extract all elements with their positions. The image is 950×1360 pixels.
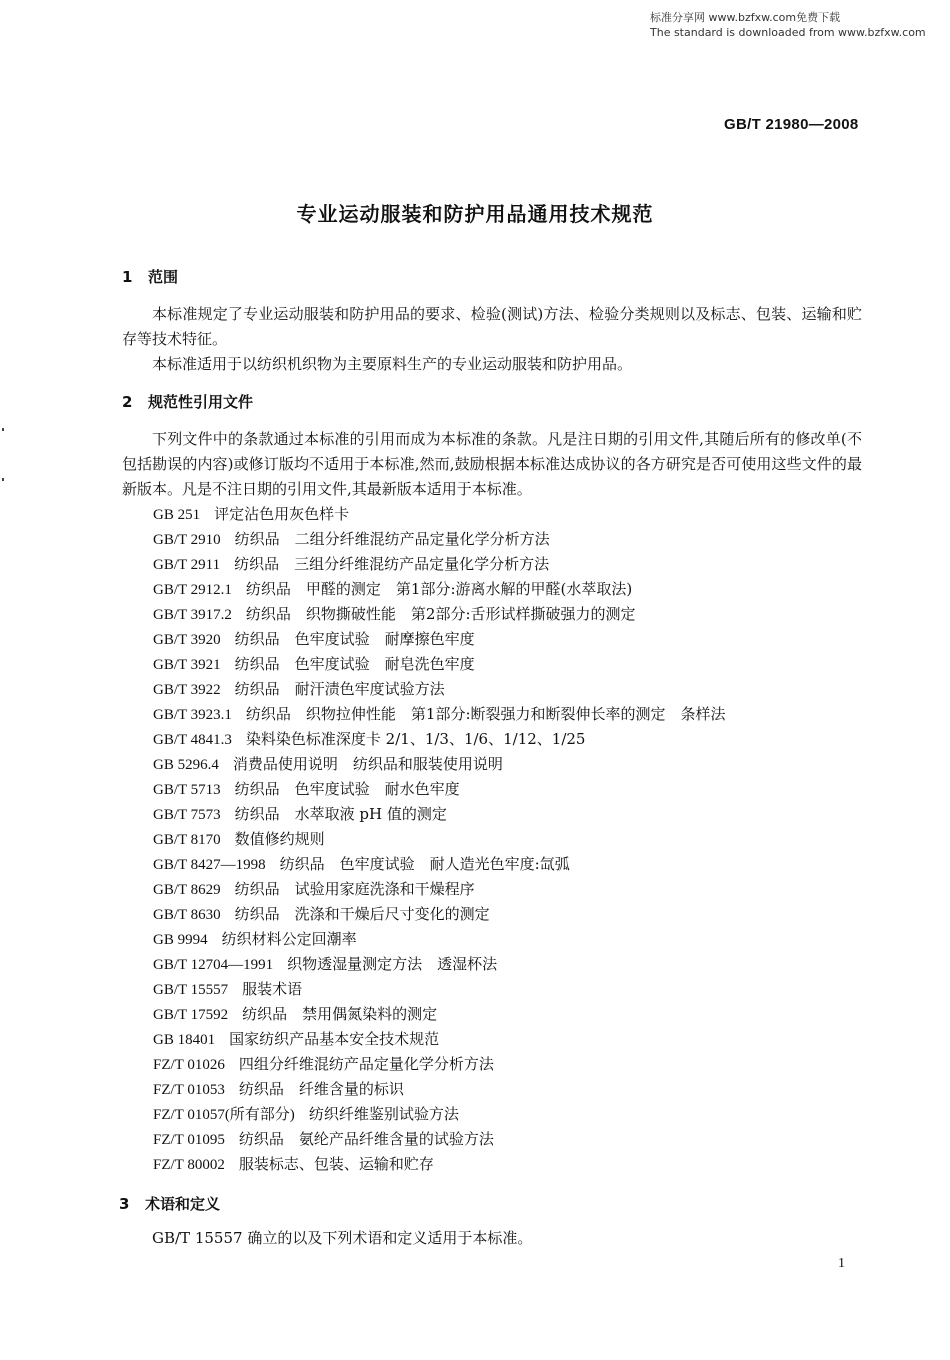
section-title: 规范性引用文件 <box>148 393 254 411</box>
reference-item <box>153 802 726 827</box>
section-1-paragraph-2: 本标准适用于以纺织机织物为主要原料生产的专业运动服装和防护用品。 <box>152 355 633 373</box>
reference-item <box>153 752 726 777</box>
watermark <box>650 10 926 40</box>
reference-item <box>153 627 726 652</box>
reference-code: GB/T 17592 <box>153 1007 229 1023</box>
reference-title: 纺织品 织物拉伸性能 第1部分:断裂强力和断裂伸长率的测定 条样法 <box>245 705 726 723</box>
reference-code: GB/T 3917.2 <box>153 607 232 623</box>
scan-speck <box>2 428 4 431</box>
reference-code: GB/T 4841.3 <box>153 732 232 748</box>
reference-item <box>153 1102 726 1127</box>
reference-title: 评定沾色用灰色样卡 <box>214 505 350 523</box>
reference-title: 服装标志、包装、运输和贮存 <box>238 1155 434 1173</box>
page-number: 1 <box>838 1256 845 1271</box>
reference-title: 消费品使用说明 纺织品和服装使用说明 <box>232 755 503 773</box>
reference-title: 纺织品 色牢度试验 耐摩擦色牢度 <box>234 630 475 648</box>
reference-title: 纺织品 氨纶产品纤维含量的试验方法 <box>238 1130 494 1148</box>
section-3-heading <box>119 1193 220 1214</box>
reference-code: GB/T 8630 <box>153 907 221 923</box>
reference-item <box>153 1027 726 1052</box>
reference-item <box>153 677 726 702</box>
reference-title: 纺织品 纤维含量的标识 <box>238 1080 404 1098</box>
section-2-heading <box>122 391 253 412</box>
reference-item <box>153 952 726 977</box>
reference-code: FZ/T 01095 <box>153 1132 225 1148</box>
reference-item <box>153 652 726 677</box>
reference-code: GB/T 3922 <box>153 682 221 698</box>
reference-code: GB/T 8170 <box>153 832 221 848</box>
reference-title: 纺织品 禁用偶氮染料的测定 <box>242 1005 438 1023</box>
reference-code: GB/T 8629 <box>153 882 221 898</box>
reference-title: 纺织品 水萃取液 pH 值的测定 <box>234 805 447 823</box>
reference-code: GB/T 8427—1998 <box>153 857 266 873</box>
section-number: 2 <box>122 393 133 411</box>
reference-title: 数值修约规则 <box>234 830 325 848</box>
reference-title: 纺织材料公定回潮率 <box>221 930 357 948</box>
reference-code: GB/T 5713 <box>153 782 221 798</box>
reference-code: GB/T 12704—1991 <box>153 957 274 973</box>
document-title: 专业运动服装和防护用品通用技术规范 <box>296 202 654 226</box>
reference-item <box>153 827 726 852</box>
reference-title: 纺织品 织物撕破性能 第2部分:舌形试样撕破强力的测定 <box>245 605 636 623</box>
reference-title: 国家纺织产品基本安全技术规范 <box>229 1030 440 1048</box>
reference-title: 纺织品 甲醛的测定 第1部分:游离水解的甲醛(水萃取法) <box>245 580 633 598</box>
section-1-heading <box>122 266 178 287</box>
reference-code: GB 18401 <box>153 1032 216 1048</box>
reference-item <box>153 552 726 577</box>
reference-item <box>153 927 726 952</box>
reference-item <box>153 902 726 927</box>
standard-code: GB/T 21980—2008 <box>724 116 859 133</box>
reference-code: GB 251 <box>153 507 201 523</box>
reference-item <box>153 1152 726 1177</box>
reference-item <box>153 877 726 902</box>
reference-title: 纺织品 耐汗渍色牢度试验方法 <box>234 680 445 698</box>
reference-item <box>153 702 726 727</box>
reference-title: 服装术语 <box>242 980 303 998</box>
reference-code: GB/T 15557 <box>153 982 229 998</box>
reference-code: GB/T 3923.1 <box>153 707 232 723</box>
reference-item <box>153 1127 726 1152</box>
reference-code: GB/T 7573 <box>153 807 221 823</box>
reference-item <box>153 502 726 527</box>
reference-title: 纺织品 试验用家庭洗涤和干燥程序 <box>234 880 475 898</box>
section-title: 范围 <box>148 268 179 286</box>
reference-title: 纺织品 洗涤和干燥后尺寸变化的测定 <box>234 905 490 923</box>
watermark-line-cn: 标准分享网 www.bzfxw.com免费下载 <box>650 11 841 24</box>
reference-item <box>153 577 726 602</box>
normative-references-list <box>153 502 726 1177</box>
reference-code: GB/T 2911 <box>153 557 221 573</box>
reference-code: GB 5296.4 <box>153 757 219 773</box>
reference-title: 织物透湿量测定方法 透湿杯法 <box>287 955 498 973</box>
reference-title: 染料染色标准深度卡 2/1、1/3、1/6、1/12、1/25 <box>245 730 586 748</box>
reference-item <box>153 602 726 627</box>
reference-code: GB 9994 <box>153 932 208 948</box>
reference-code: FZ/T 01053 <box>153 1082 225 1098</box>
section-2-paragraph-1: 下列文件中的条款通过本标准的引用而成为本标准的条款。凡是注日期的引用文件,其随后所有的修改单(不包括勘误的内容)或修订版均不适用于本标准,然而,鼓励根据本标准达成协议的各方研究是否可使用这些文件的最新版本。凡是不注日期的引用文件,其最新版本适用于本标准。 <box>122 430 862 498</box>
reference-item <box>153 777 726 802</box>
reference-item <box>153 527 726 552</box>
reference-title: 纺织品 色牢度试验 耐人造光色牢度:氙弧 <box>279 855 570 873</box>
reference-code: FZ/T 80002 <box>153 1157 225 1173</box>
section-title: 术语和定义 <box>145 1195 221 1213</box>
section-number: 1 <box>122 268 133 286</box>
reference-item <box>153 852 726 877</box>
reference-item <box>153 727 726 752</box>
reference-title: 纺织品 二组分纤维混纺产品定量化学分析方法 <box>234 530 550 548</box>
reference-title: 四组分纤维混纺产品定量化学分析方法 <box>238 1055 494 1073</box>
section-number: 3 <box>119 1195 130 1213</box>
reference-item <box>153 977 726 1002</box>
reference-code: GB/T 3921 <box>153 657 221 673</box>
reference-code: GB/T 2910 <box>153 532 221 548</box>
reference-title: 纺织品 三组分纤维混纺产品定量化学分析方法 <box>234 555 550 573</box>
reference-code: GB/T 3920 <box>153 632 221 648</box>
reference-item <box>153 1052 726 1077</box>
reference-title: 纺织品 色牢度试验 耐皂洗色牢度 <box>234 655 475 673</box>
reference-code: FZ/T 01026 <box>153 1057 225 1073</box>
reference-title: 纺织纤维鉴别试验方法 <box>308 1105 459 1123</box>
section-3-paragraph-1: GB/T 15557 确立的以及下列术语和定义适用于本标准。 <box>152 1229 533 1247</box>
section-1-paragraph-1: 本标准规定了专业运动服装和防护用品的要求、检验(测试)方法、检验分类规则以及标志、包装、运输和贮存等技术特征。 <box>122 305 862 348</box>
reference-code: FZ/T 01057(所有部分) <box>153 1107 295 1123</box>
reference-title: 纺织品 色牢度试验 耐水色牢度 <box>234 780 460 798</box>
scan-speck <box>2 478 4 481</box>
reference-item <box>153 1077 726 1102</box>
reference-code: GB/T 2912.1 <box>153 582 232 598</box>
watermark-line-en: The standard is downloaded from www.bzfxw.com <box>650 26 926 39</box>
reference-item <box>153 1002 726 1027</box>
